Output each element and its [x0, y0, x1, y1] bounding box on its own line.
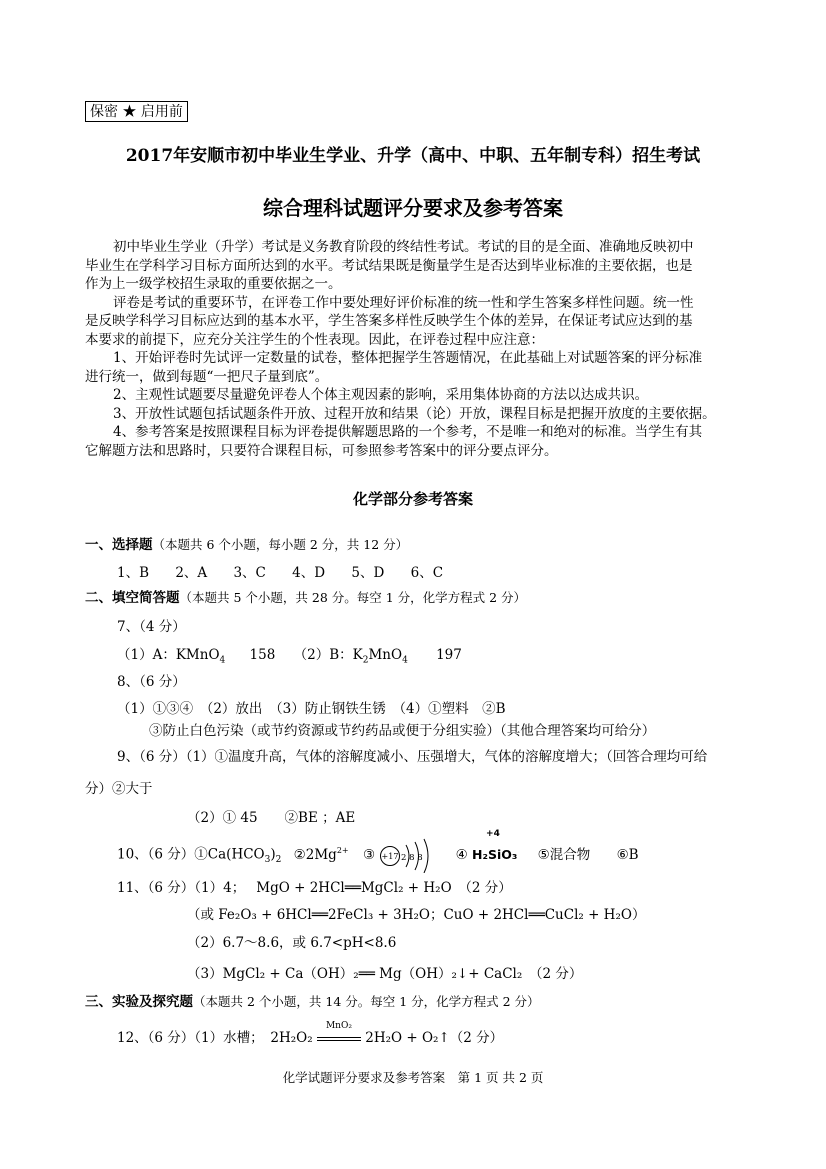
answer-5: 5、D — [351, 565, 385, 581]
intro-line: 评卷是考试的重要环节，在评卷工作中要处理好评价标准的统一性和学生答案多样性问题。统一性 — [113, 294, 694, 311]
q7-answer — [117, 643, 462, 666]
rule-line: 1、开始评卷时先试评一定数量的试卷，整体把握学生答题情况，在此基础上对试题答案的评分标准 — [113, 350, 703, 366]
q10-d: ④ — [455, 846, 468, 863]
intro-line: 本要求的前提下，应充分关注学生的个性表现。因此，在评卷过程中应注意： — [85, 331, 544, 348]
q9-line2: 分）②大于 — [85, 781, 153, 797]
q7-label: 7、（4 分） — [117, 619, 186, 635]
document-title: 综合理科试题评分要求及参考答案 — [263, 196, 563, 220]
confidential-label: 保密 ★ 启用前 — [85, 101, 188, 122]
part2-title: 二、填空简答题 — [85, 590, 180, 606]
q8-label: 8、（6 分） — [117, 674, 186, 690]
chlorine-ion-structure-diagram — [379, 837, 437, 873]
q8-line2: ③防止白色污染（或节约资源或节约药品或便于分组实验）（其他合理答案均可给分） — [149, 723, 656, 739]
q9-line1: 9、（6 分）（1）①温度升高，气体的溶解度减小、压强增大，气体的溶解度增大；（回答合理均可给 — [117, 749, 708, 765]
q8-line1: （1）①③④ （2）放出 （3）防止钢铁生锈 （4）①塑料 ②B — [117, 701, 506, 717]
q10-b: ②2Mg — [293, 846, 337, 863]
q7-b: （2）B：K — [293, 647, 363, 663]
q7-a: （1）A：KMnO — [117, 647, 220, 663]
catalyst-label: MnO₂ — [325, 1020, 352, 1031]
q7-b-mid: MnO — [368, 647, 403, 663]
equation-sign — [317, 1037, 361, 1041]
intro-line: 作为上一级学校招生录取的重要依据之一。 — [85, 276, 342, 292]
q12-b: 2H₂O + O₂↑（2 分） — [365, 1030, 504, 1046]
part3-heading — [85, 990, 540, 1010]
q7-b-sub1: 2 — [362, 655, 369, 666]
answer-1: 1、B — [117, 565, 150, 581]
part1-answers — [117, 561, 443, 581]
section-title: 化学部分参考答案 — [352, 490, 473, 508]
q7-a-value: 158 — [249, 647, 276, 663]
q10-f: ⑥B — [616, 846, 639, 863]
q10-d-formula-wrap — [472, 828, 518, 870]
q10-e: ⑤混合物 — [537, 846, 591, 863]
intro-line: 毕业生在学科学习目标方面所达到的水平。考试结果既是衡量学生是否达到毕业标准的主要依据，也是 — [85, 257, 693, 274]
q10-a-sub: 3 — [264, 855, 271, 866]
catalyst-arrow — [317, 1020, 361, 1041]
rule-line: 进行统一，做到每题“一把尺子量到底”。 — [85, 368, 329, 385]
q10-a-sub2: 2 — [275, 855, 282, 866]
answer-4: 4、D — [292, 565, 326, 581]
shell-electrons: 2 8 8 — [401, 853, 423, 863]
rule-line: 3、开放性试题包括试题条件开放、过程开放和结果（论）开放，课程目标是把握开放度的主要依据。 — [113, 405, 716, 422]
answer-3: 3、C — [233, 565, 266, 581]
rule-line: 它解题方法和思路时，只要符合课程目标，可参照参考答案中的评分要点评分。 — [85, 442, 558, 459]
q10-a-end: ) — [270, 846, 276, 863]
part3-note: （本题共 2 个小题，共 14 分。每空 1 分，化学方程式 2 分） — [193, 994, 540, 1009]
intro-line: 是反映学科学习目标应达到的基本水平，学生答案多样性反映学生个体的差异，在保证考试应达到的基 — [85, 313, 693, 329]
q10-b-sup: 2+ — [336, 846, 349, 855]
q10-a: 10、（6 分）①Ca(HCO — [117, 846, 265, 863]
q10-c: ③ — [362, 846, 376, 863]
part2-heading — [85, 586, 526, 606]
page-footer: 化学试题评分要求及参考答案 第 1 页 共 2 页 — [282, 1070, 544, 1085]
q11-line4: （3）MgCl₂ + Ca（OH）₂══ Mg（OH）₂↓+ CaCl₂ （2 分） — [187, 966, 583, 982]
part2-note: （本题共 5 个小题，共 28 分。每空 1 分，化学方程式 2 分） — [179, 590, 527, 605]
q7-a-sub: 4 — [219, 655, 226, 666]
part3-title: 三、实验及探究题 — [85, 994, 193, 1010]
rule-line: 2、主观性试题要尽量避免评卷人个体主观因素的影响，采用集体协商的方法以达成共识。 — [113, 387, 649, 403]
intro-text — [85, 238, 745, 460]
q10-d-formula: H₂SiO₃ — [472, 846, 518, 862]
q12-line — [117, 1020, 504, 1046]
part1-title: 一、选择题 — [85, 537, 153, 553]
q7-b-sub2: 4 — [402, 655, 408, 666]
q11-line3: （2）6.7～8.6，或 6.7<pH<8.6 — [187, 935, 397, 951]
nucleus-charge: +17 — [381, 852, 399, 861]
intro-line: 初中毕业生学业（升学）考试是义务教育阶段的终结性考试。考试的目的是全面、准确地反映初中 — [113, 239, 694, 255]
part1-note: （本题共 6 个小题，每小题 2 分，共 12 分） — [152, 537, 409, 552]
q11-line1: 11、（6 分）（1）4； MgO + 2HCl══MgCl₂ + H₂O （2 分） — [117, 880, 512, 896]
rule-line: 4、参考答案是按照课程目标为评卷提供解题思路的一个参考，不是唯一和绝对的标准。当学生有其 — [113, 424, 703, 440]
part1-heading — [85, 533, 408, 553]
answer-6: 6、C — [410, 565, 444, 581]
exam-title: 2017年安顺市初中毕业生学业、升学（高中、中职、五年制专科）招生考试 — [125, 146, 701, 166]
answer-2: 2、A — [175, 565, 208, 581]
q12-a: 12、（6 分）（1）水槽； 2H₂O₂ — [117, 1030, 313, 1046]
electron-shell-3 — [424, 839, 428, 873]
q9-line3: （2）① 45 ②BE ；AE — [187, 810, 356, 826]
valence-mark: +4 — [486, 828, 500, 839]
q10-answer — [117, 828, 639, 875]
q7-b-value: 197 — [436, 647, 462, 663]
q11-line2: （或 Fe₂O₃ + 6HCl══2FeCl₃ + 3H₂O；CuO + 2HCl══CuCl₂ + H₂O） — [187, 907, 646, 923]
